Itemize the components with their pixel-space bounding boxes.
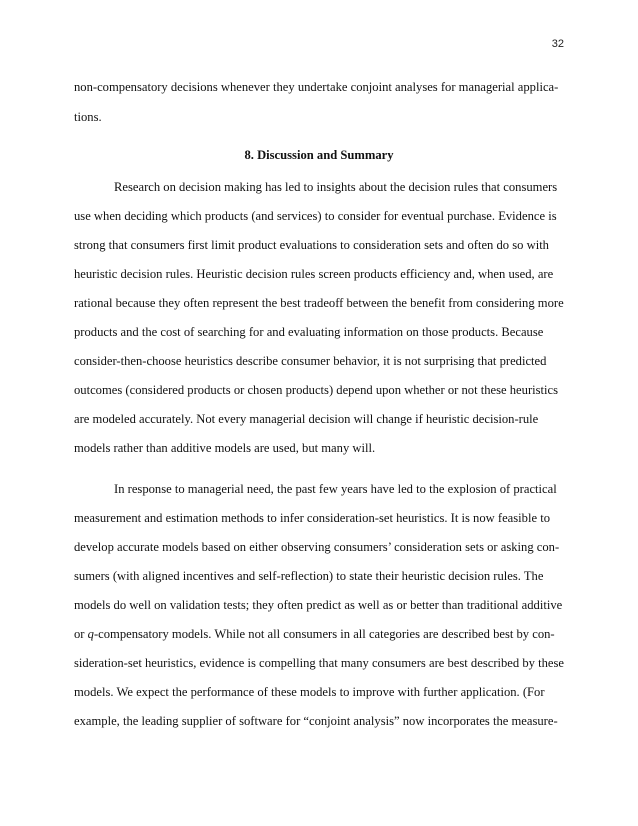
page-number: 32 — [551, 38, 564, 50]
paragraph-line: models. We expect the performance of these models to improve with further application. (For — [74, 685, 545, 699]
paragraph-line: use when deciding which products (and services) to consider for eventual purchase. Evidence is — [74, 209, 557, 223]
paragraph-line: Research on decision making has led to insights about the decision rules that consumers — [114, 180, 558, 194]
paragraph-line — [74, 627, 555, 641]
section-heading: 8. Discussion and Summary — [244, 148, 394, 162]
paragraph-line: rational because they often represent the best tradeoff between the benefit from considering more — [74, 296, 564, 310]
paragraph-line: strong that consumers first limit product evaluations to consideration sets and often do so with — [74, 238, 549, 252]
intro-line: tions. — [74, 110, 102, 124]
paragraph-line: products and the cost of searching for and evaluating information on those products. Because — [74, 325, 544, 339]
paragraph-line: measurement and estimation methods to infer consideration-set heuristics. It is now feasible to — [74, 511, 550, 525]
paragraph-line: example, the leading supplier of software for “conjoint analysis” now incorporates the measure- — [74, 714, 558, 728]
paragraph-line: sumers (with aligned incentives and self-reflection) to state their heuristic decision rules. The — [74, 569, 544, 583]
intro-line: non-compensatory decisions whenever they undertake conjoint analyses for managerial applica- — [74, 80, 559, 94]
line-prefix: or — [74, 627, 88, 641]
paragraph-line: consider-then-choose heuristics describe consumer behavior, it is not surprising that predicted — [74, 354, 547, 368]
paragraph-line: are modeled accurately. Not every managerial decision will change if heuristic decision-rule — [74, 412, 539, 426]
line-suffix: -compensatory models. While not all consumers in all categories are described best by con- — [93, 627, 555, 641]
paragraph-line: sideration-set heuristics, evidence is compelling that many consumers are best described by these — [74, 656, 564, 670]
paragraph-line: heuristic decision rules. Heuristic decision rules screen products efficiency and, when used, are — [74, 267, 554, 281]
paragraph-line: models do well on validation tests; they often predict as well as or better than traditional additive — [74, 598, 563, 612]
paragraph-line: develop accurate models based on either observing consumers’ consideration sets or asking con- — [74, 540, 560, 554]
paragraph-line: outcomes (considered products or chosen products) depend upon whether or not these heuristics — [74, 383, 559, 397]
paragraph-line: In response to managerial need, the past few years have led to the explosion of practical — [114, 482, 557, 496]
q-symbol: q — [87, 627, 94, 641]
paragraph-line: models rather than additive models are used, but many will. — [74, 441, 376, 455]
